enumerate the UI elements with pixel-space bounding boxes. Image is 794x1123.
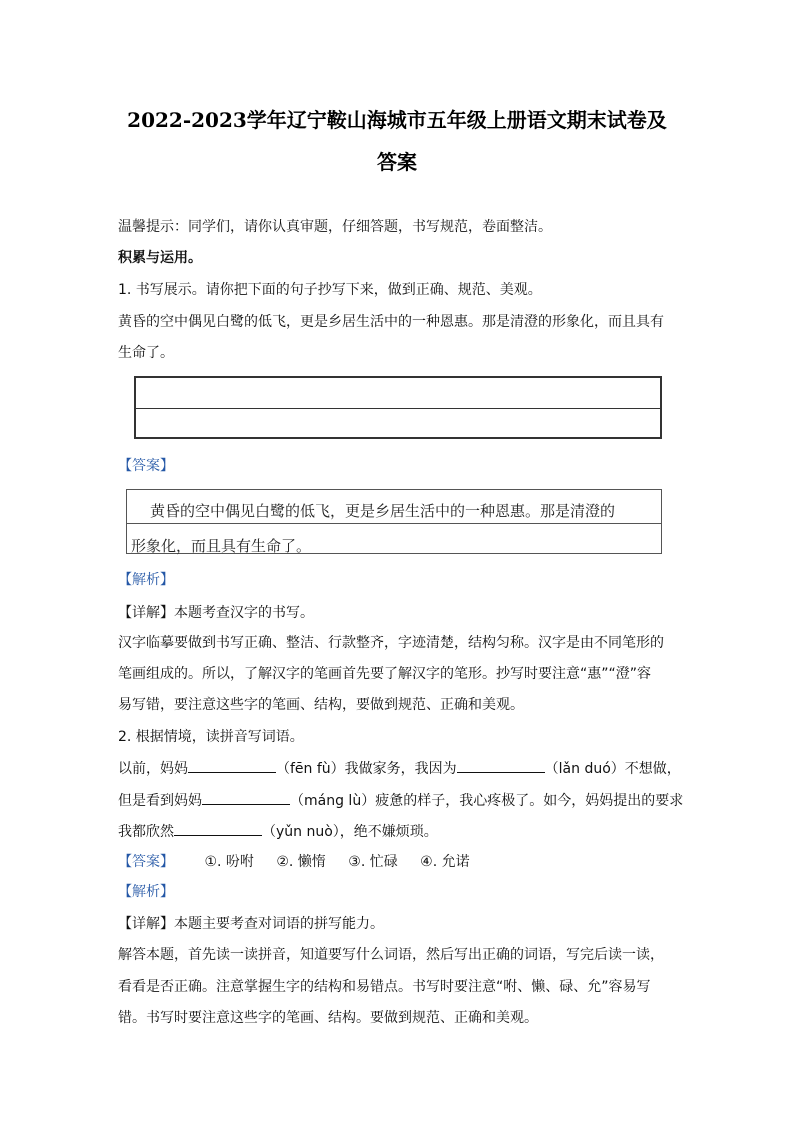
q2-line-3 xyxy=(118,821,438,842)
q2-line-1-text-b: （fēn fù）我做家务，我因为 xyxy=(276,761,457,777)
q2-line-3-text-a: 我都欣然 xyxy=(118,824,174,840)
q2-detail-line-2: 解答本题，首先读一读拼音，知道要写什么词语，然后写出正确的词语，写完后读一读， xyxy=(118,947,664,963)
q1-detail-line-3: 笔画组成的。所以，了解汉字的笔画首先要了解汉字的笔形。抄写时要注意“惠”“澄”容 xyxy=(118,666,652,682)
q2-line-2-text-a: 但是看到妈妈 xyxy=(118,793,202,809)
blank-3 xyxy=(202,790,290,805)
answer-item: ①. 吩咐 xyxy=(204,854,254,870)
q1-answer-tag: 【答案】 xyxy=(118,458,174,474)
q1-detail-line-2: 汉字临摹要做到书写正确、整洁、行款整齐，字迹清楚，结构匀称。汉字是由不同笔形的 xyxy=(118,635,664,651)
writing-box-divider xyxy=(136,408,660,409)
q2-answer-tag: 【答案】 xyxy=(118,854,174,870)
q1-sentence-line-2: 生命了。 xyxy=(118,345,174,361)
answer-item: ③. 忙碌 xyxy=(348,854,398,870)
blank-1 xyxy=(188,758,276,773)
q2-detail-line-3: 看看是否正确。注意掌握生字的结构和易错点。书写时要注意“咐、懒、碌、允”容易写 xyxy=(118,979,651,995)
q1-analysis-tag: 【解析】 xyxy=(118,572,174,588)
answer-box-divider xyxy=(127,523,661,524)
q2-detail-line-1: 【详解】本题主要考查对词语的拼写能力。 xyxy=(118,916,384,932)
q2-detail-line-4: 错。书写时要注意这些字的笔画、结构。要做到规范、正确和美观。 xyxy=(118,1010,538,1026)
blank-2 xyxy=(457,758,545,773)
q1-detail-line-4: 易写错，要注意这些字的笔画、结构，要做到规范、正确和美观。 xyxy=(118,697,524,713)
q2-line-3-text-b: （yǔn nuò），绝不嫌烦琐。 xyxy=(262,824,438,840)
q2-line-1-text-a: 以前，妈妈 xyxy=(118,761,188,777)
q2-answer-row xyxy=(118,852,470,872)
q1-detail-line-1: 【详解】本题考查汉字的书写。 xyxy=(118,605,314,621)
q2-line-1 xyxy=(118,758,681,779)
section-heading: 积累与运用。 xyxy=(118,250,202,266)
blank-4 xyxy=(174,821,262,836)
q2-analysis-tag: 【解析】 xyxy=(118,884,174,900)
handwritten-line-2: 形象化，而且具有生命了。 xyxy=(131,537,312,555)
q2-line-1-text-c: （lǎn duó）不想做， xyxy=(544,761,681,777)
document-title-line-2: 答案 xyxy=(377,150,417,174)
handwritten-line-1: 黄昏的空中偶见白鹭的低飞，更是乡居生活中的一种恩惠。那是清澄的 xyxy=(150,502,616,520)
tip-text: 温馨提示：同学们，请你认真审题，仔细答题，书写规范，卷面整洁。 xyxy=(118,219,552,235)
q2-prompt: 2. 根据情境，读拼音写词语。 xyxy=(118,729,304,745)
q2-line-2 xyxy=(118,790,683,811)
answer-item: ②. 懒惰 xyxy=(276,854,326,870)
q1-prompt: 1. 书写展示。请你把下面的句子抄写下来，做到正确、规范、美观。 xyxy=(118,282,542,298)
answer-item: ④. 允诺 xyxy=(420,854,470,870)
q2-line-2-text-b: （máng lù）疲惫的样子，我心疼极了。如今，妈妈提出的要求 xyxy=(290,793,684,809)
document-title-line-1: 2022-2023学年辽宁鞍山海城市五年级上册语文期末试卷及 xyxy=(127,108,667,132)
writing-box xyxy=(134,376,662,439)
q1-sentence-line-1: 黄昏的空中偶见白鹭的低飞，更是乡居生活中的一种恩惠。那是清澄的形象化，而且具有 xyxy=(118,314,664,330)
